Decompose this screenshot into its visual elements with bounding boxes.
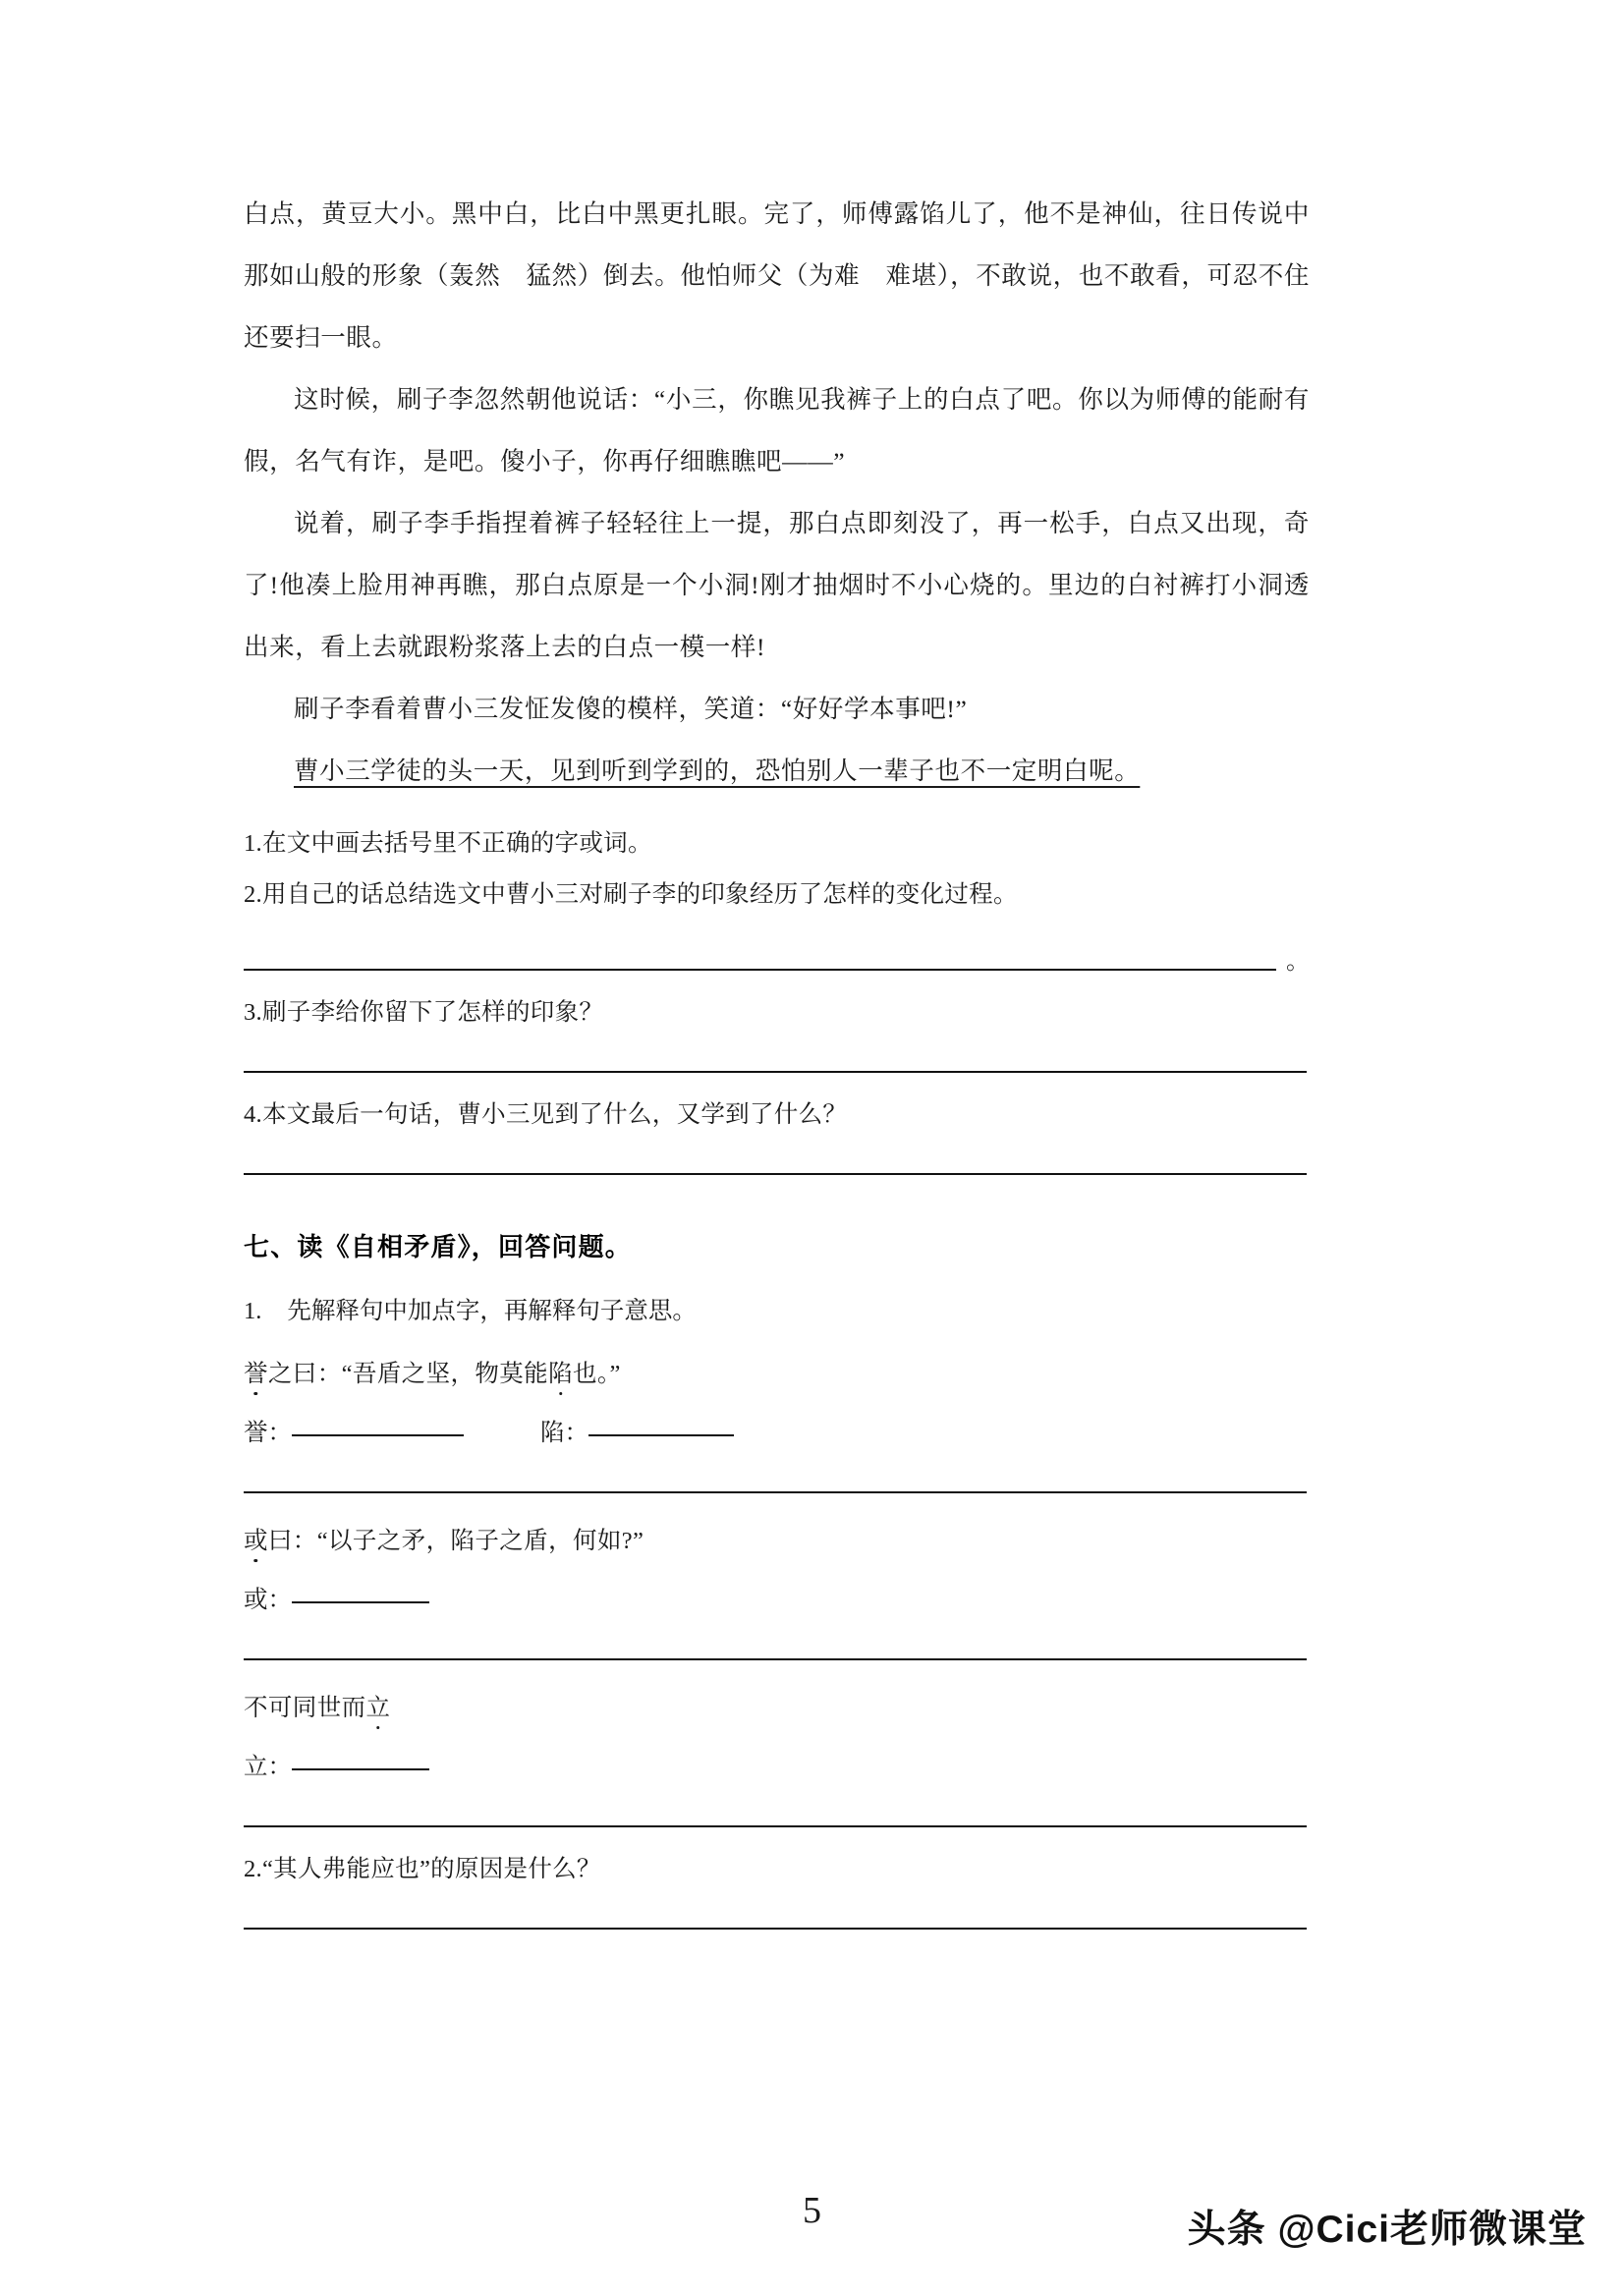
question-4: 4.本文最后一句话，曹小三见到了什么，又学到了什么？ (244, 1101, 848, 1128)
answer-row-3 (244, 1028, 1310, 1073)
page-number: 5 (803, 2190, 821, 2231)
blank-input-huo[interactable] (292, 1601, 429, 1603)
answer-line-4[interactable] (244, 1173, 1307, 1175)
item-1-text: 先解释句中加点字，再解释句子意思。 (287, 1298, 697, 1324)
section-seven-item-1 (244, 1263, 1310, 1326)
blank-label-xian: 陷： (540, 1420, 588, 1446)
classical-1-suffix: 也。” (573, 1361, 621, 1387)
classical-sentence-1 (244, 1326, 1310, 1389)
answer-row-7 (244, 1782, 1310, 1827)
answer-row-5 (244, 1448, 1310, 1493)
classical-sentence-2 (244, 1493, 1310, 1556)
emphasis-char-xian: 陷 (548, 1361, 573, 1387)
blank-row-3 (244, 1723, 1310, 1782)
blank-input-xian[interactable] (588, 1434, 734, 1436)
classical-3-prefix: 不可同世而 (244, 1695, 366, 1721)
page-content (244, 183, 1310, 1930)
section-seven-item-2: 2.“其人弗能应也”的原因是什么？ (244, 1856, 601, 1882)
question-2: 2.用自己的话总结选文中曹小三对刷子李的印象经历了怎样的变化过程。 (244, 881, 1018, 908)
emphasis-char-yu: 誉 (244, 1361, 268, 1387)
answer-row-6 (244, 1615, 1310, 1660)
answer-line-7[interactable] (244, 1825, 1307, 1827)
emphasis-char-huo: 或 (244, 1528, 268, 1554)
passage-paragraph-3: 说着，刷子李手指捏着裤子轻轻往上一提，那白点即刻没了，再一松手，白点又出现，奇了!他凑上脸用神再瞧，那白点原是一个小洞!刚才抽烟时不小心烧的。里边的白衬裤打小洞透出来，看上去就跟粉浆落上去的白点一模一样! (244, 509, 1310, 661)
passage-paragraph-5-underlined: 曹小三学徒的头一天，见到听到学到的，恐怕别人一辈子也不一定明白呢。 (294, 756, 1141, 785)
answer-line-5[interactable] (244, 1491, 1307, 1493)
blank-input-li[interactable] (292, 1768, 429, 1770)
blank-row-2 (244, 1556, 1310, 1615)
blank-row-1 (244, 1389, 1310, 1448)
answer-line-6[interactable] (244, 1658, 1307, 1660)
blank-label-yu: 誉： (244, 1420, 292, 1446)
passage-paragraph-1: 白点，黄豆大小。黑中白，比白中黑更扎眼。完了，师傅露馅儿了，他不是神仙，往日传说中那如山般的形象（轰然 猛然）倒去。他怕师父（为难 难堪），不敢说，也不敢看，可忍不住还要扫一眼。 (244, 199, 1310, 352)
classical-sentence-3 (244, 1660, 1310, 1723)
classical-1-mid: 之曰：“吾盾之坚，物莫能 (267, 1361, 549, 1387)
answer-line-3[interactable] (244, 1071, 1307, 1073)
blank-label-li: 立： (244, 1754, 292, 1780)
answer-line-8[interactable] (244, 1928, 1307, 1930)
passage-paragraph-2: 这时候，刷子李忽然朝他说话：“小三，你瞧见我裤子上的白点了吧。你以为师傅的能耐有假，名气有诈，是吧。傻小子，你再仔细瞧瞧吧——” (244, 385, 1310, 476)
blank-input-yu[interactable] (292, 1434, 464, 1436)
answer-row-2 (244, 910, 1310, 975)
answer-line-2-period: 。 (1286, 949, 1310, 975)
section-heading-seven: 七、读《自相矛盾》，回答问题。 (244, 1233, 633, 1261)
passage-paragraph-4: 刷子李看着曹小三发怔发傻的模样，笑道：“好好学本事吧!” (294, 695, 968, 723)
item-1-number: 1. (244, 1298, 262, 1324)
emphasis-char-li: 立 (365, 1695, 391, 1721)
question-3: 3.刷子李给你留下了怎样的印象？ (244, 999, 604, 1026)
answer-line-2[interactable] (244, 969, 1276, 971)
classical-2-rest: 曰：“以子之矛，陷子之盾，何如?” (267, 1528, 644, 1554)
blank-label-huo: 或： (244, 1587, 292, 1613)
answer-row-8 (244, 1884, 1310, 1930)
answer-row-4 (244, 1130, 1310, 1175)
question-1: 1.在文中画去括号里不正确的字或词。 (244, 830, 652, 857)
watermark: 头条 @Cici老师微课堂 (1187, 2209, 1587, 2251)
